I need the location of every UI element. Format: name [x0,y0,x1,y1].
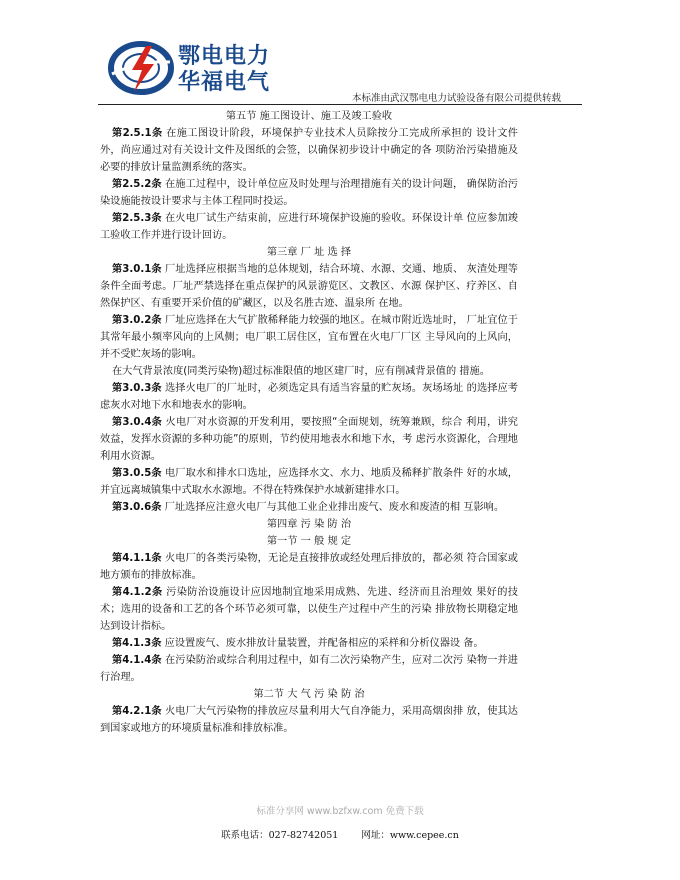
page-header [0,0,680,106]
clause-label: 第2.5.2条 [112,179,162,190]
lightning-globe-icon [108,40,174,96]
clause-3-0-6 [100,499,518,516]
clause-2-5-3 [100,210,518,244]
clause-text: 污染防治设施设计应因地制宜地采用成熟、先进、经济而且治理效 果好的技术；选用的设备和工艺的各个环节必须可靠，以使生产过程中产生的污染 排放物长期稳定地达到设计指标。 [100,587,518,632]
company-name-line1: 鄂电电力 [178,44,271,69]
section-heading: 第五节 施工图设计、施工及竣工验收 [225,111,393,122]
clause-text: 厂址选择应根据当地的总体规划，结合环境、水源、交通、地质、 灰渣处理等条件全面考虑。厂址严禁选择在重点保护的风景游览区、文教区、水源 保护区、疗养区、自然保护区、有重要开采价值的矿藏区，以及名胜古迹、温泉所 在地。 [100,264,518,309]
clause-3-0-4 [100,414,518,465]
clause-label: 第4.1.3条 [112,638,162,649]
document-body [100,108,518,737]
clause-4-1-2 [100,584,518,635]
chapter-heading: 第三章 厂 址 选 择 [266,247,352,258]
clause-text: 在施工过程中，设计单位应及时处理与治理措施有关的设计问题， 确保防治污染设施能按设计要求与主体工程同时投运。 [100,179,518,207]
chapter-heading: 第四章 污 染 防 治 [266,519,352,530]
clause-text: 应设置废气、废水排放计量装置，并配备相应的采样和分析仪器设 备。 [161,638,484,649]
clause-3-0-2 [100,312,518,363]
clause-3-0-3 [100,380,518,414]
clause-4-1-3 [100,635,518,652]
clause-3-0-5 [100,465,518,499]
provider-note: 本标准由武汉鄂电电力试验设备有限公司提供转载 [352,93,562,104]
clause-label: 第2.5.1条 [112,128,163,139]
header-divider [98,104,582,105]
clause-4-1-4 [100,652,518,686]
clause-text: 火电厂的各类污染物，无论是直接排放或经处理后排放的，都必须 符合国家或地方颁布的排放标准。 [100,553,518,581]
company-name-line2: 华福电气 [178,70,271,95]
watermark-text: 标准分享网 www.bzfxw.com 免费下载 [256,806,424,817]
clause-text: 厂址选择应注意火电厂与其他工业企业排出废气、废水和废渣的相 互影响。 [161,502,505,513]
clause-label: 第4.1.2条 [112,587,163,598]
clause-label: 第3.0.3条 [112,383,162,394]
footer-phone: 联系电话：027-82742051 [221,830,339,841]
clause-label: 第2.5.3条 [112,213,162,224]
clause-text: 在施工图设计阶段，环境保护专业技术人员除按分工完成所承担的 设计文件外，尚应通过对有关设计文件及图纸的会签，以确保初步设计中确定的各 项防治污染措施及必要的排放计量监测系统的落实。 [100,128,518,173]
clause-4-2-1 [100,703,518,737]
clause-label: 第3.0.1条 [112,264,162,275]
clause-2-5-1 [100,125,518,176]
clause-3-0-2-extra: 在大气背景浓度(同类污染物)超过标准限值的地区建厂时，应有削减背景值的 措施。 [112,366,490,377]
clause-text: 火电厂对水资源的开发利用，要按照“全面规划，统筹兼顾，综合 利用，讲究效益，发挥水资源的多种功能”的原则，节约使用地表水和地下水，考 虑污水资源化，合理地利用水资源。 [100,417,518,462]
clause-label: 第3.0.4条 [112,417,163,428]
clause-text: 选择火电厂的厂址时，必须选定具有适当容量的贮灰场。灰场场址 的选择应考虑灰水对地下水和地表水的影响。 [100,383,518,411]
section-heading: 第一节 一 般 规 定 [266,536,352,547]
clause-2-5-2 [100,176,518,210]
clause-3-0-1 [100,261,518,312]
clause-label: 第3.0.6条 [112,502,162,513]
section-heading: 第二节 大 气 污 染 防 治 [253,689,365,700]
clause-text: 在污染防治或综合利用过程中，如有二次污染物产生，应对二次污 染物一并进行治理。 [100,655,518,683]
company-name [178,44,270,96]
page-footer [0,827,680,841]
clause-label: 第4.1.1条 [112,553,162,564]
footer-website: 网址：www.cepee.cn [361,830,459,841]
clause-text: 在火电厂试生产结束前，应进行环境保护设施的验收。环保设计单 位应参加竣工验收工作并进行设计回访。 [100,213,518,241]
clause-label: 第3.0.5条 [112,468,162,479]
clause-text: 火电厂大气污染物的排放应尽量利用大气自净能力，采用高烟囱排 放，使其达到国家或地方的环境质量标准和排放标准。 [100,706,518,734]
clause-text: 电厂取水和排水口选址，应选择水文、水力、地质及稀释扩散条件 好的水域，并宜远离城镇集中式取水水源地。不得在特殊保护水域新建排水口。 [100,468,518,496]
clause-label: 第4.2.1条 [112,706,162,717]
clause-label: 第3.0.2条 [112,315,162,326]
clause-text: 厂址应选择在大气扩散稀释能力较强的地区。在城市附近选址时， 厂址宜位于其常年最小频率风向的上风侧；电厂职工居住区，宜布置在火电厂厂区 主导风向的上风向，并不受贮灰场的影响。 [100,315,518,360]
clause-label: 第4.1.4条 [112,655,162,666]
clause-4-1-1 [100,550,518,584]
